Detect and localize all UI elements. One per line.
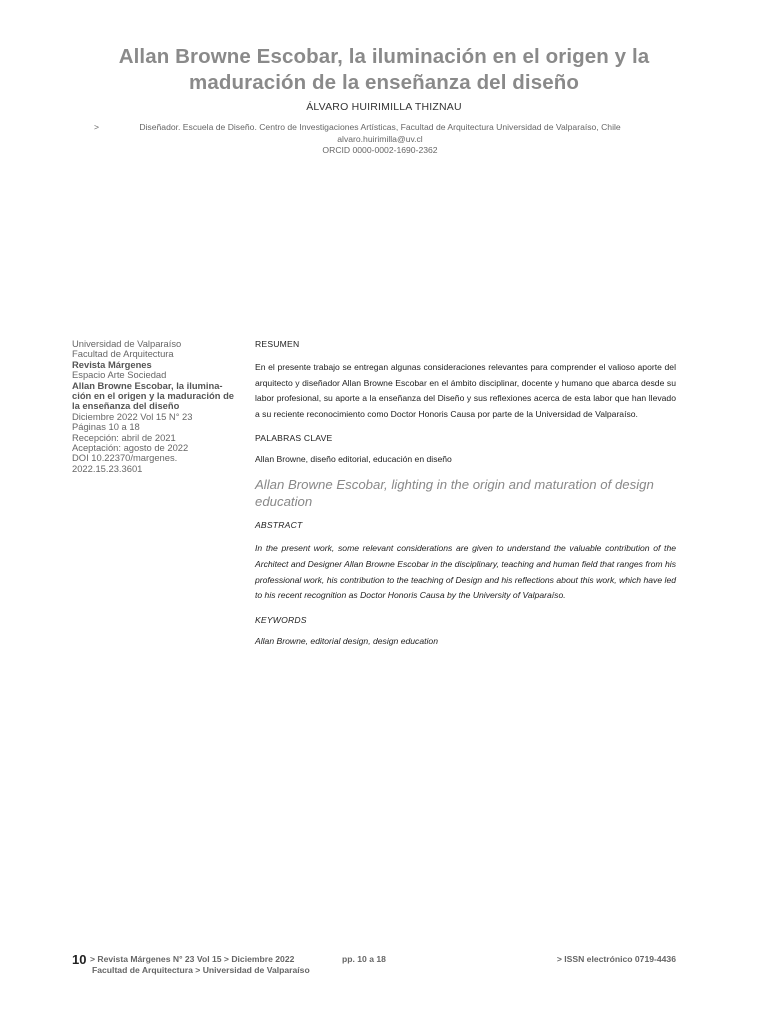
article-abstract-column	[255, 339, 676, 646]
page-number: 10	[72, 952, 87, 967]
sidebar-meta-line: Facultad de Arquitectura	[72, 348, 174, 360]
footer-journal-line: > Revista Márgenes N° 23 Vol 15 > Diciembre 2022	[90, 954, 295, 964]
article-title	[60, 44, 708, 96]
page-footer	[72, 952, 676, 978]
sidebar-meta-line: DOI 10.22370/margenes.	[72, 452, 178, 464]
sidebar-meta-line: Aceptación: agosto de 2022	[72, 442, 189, 454]
affiliation-arrow-icon: >	[94, 122, 100, 132]
footer-page-range: pp. 10 a 18	[342, 954, 386, 964]
affiliation-text: Diseñador. Escuela de Diseño. Centro de Investigaciones Artísticas, Facultad de Arquitectura Universidad de Valparaíso, Chile	[139, 122, 621, 132]
keywords-heading: KEYWORDS	[255, 614, 307, 625]
palabras-clave-heading: PALABRAS CLAVE	[255, 433, 333, 444]
palabras-clave-text: Allan Browne, diseño editorial, educación en diseño	[255, 454, 452, 465]
resumen-text: En el presente trabajo se entregan algunas consideraciones relevantes para comprender el valioso aporte del arquitecto y diseñador Allan Browne Escobar en el ámbito disciplinar, docente y humano que abarca desde su labor profesional, su aporte a la enseñanza del Diseño y sus reflexiones acerca de esta labor que han llevado a su reciente reconocimiento como Doctor Honoris Causa por parte de la Universidad de Valparaíso.	[255, 362, 676, 419]
author-affiliation	[94, 122, 660, 157]
keywords-text: Allan Browne, editorial design, design education	[255, 635, 438, 646]
resumen-heading: RESUMEN	[255, 339, 300, 349]
footer-issn: > ISSN electrónico 0719-4436	[556, 954, 676, 964]
abstract-text: In the present work, some relevant considerations are given to understand the valuable contribution of the Architect and Designer Allan Browne Escobar in the disciplinary, teaching and human field that ranges from his professional work, his contribution to the teaching of Design and his reflections about this work, which have led to his recent recognition as Doctor Honoris Causa by the University of Valparaíso.	[255, 543, 676, 601]
english-title: Allan Browne Escobar, lighting in the origin and maturation of design education	[255, 477, 654, 509]
sidebar-meta-line: Diciembre 2022 Vol 15 N° 23	[72, 410, 193, 422]
article-metadata-sidebar	[72, 339, 244, 474]
author-orcid: ORCID 0000-0002-1690-2362	[322, 145, 438, 155]
sidebar-meta-line: Revista Márgenes	[72, 358, 152, 370]
title-line-1: Allan Browne Escobar, la iluminación en el origen y la	[118, 45, 650, 68]
sidebar-meta-line: Allan Browne Escobar, la ilumina-	[72, 379, 223, 391]
sidebar-meta-line: 2022.15.23.3601	[72, 462, 143, 474]
sidebar-meta-line: ción en el origen y la maduración de	[72, 390, 235, 402]
footer-faculty-line: Facultad de Arquitectura > Universidad de Valparaíso	[92, 965, 310, 975]
sidebar-meta-line: Universidad de Valparaíso	[72, 338, 182, 349]
sidebar-meta-line: Recepción: abril de 2021	[72, 431, 176, 443]
abstract-heading: ABSTRACT	[255, 520, 303, 531]
sidebar-meta-line: la enseñanza del diseño	[72, 400, 180, 412]
author-email: alvaro.huirimilla@uv.cl	[337, 133, 423, 144]
title-line-2: maduración de la enseñanza del diseño	[189, 71, 579, 94]
sidebar-meta-line: Espacio Arte Sociedad	[72, 369, 167, 381]
sidebar-meta-line: Páginas 10 a 18	[72, 421, 140, 433]
author-name: ÁLVARO HUIRIMILLA THIZNAU	[306, 101, 462, 113]
